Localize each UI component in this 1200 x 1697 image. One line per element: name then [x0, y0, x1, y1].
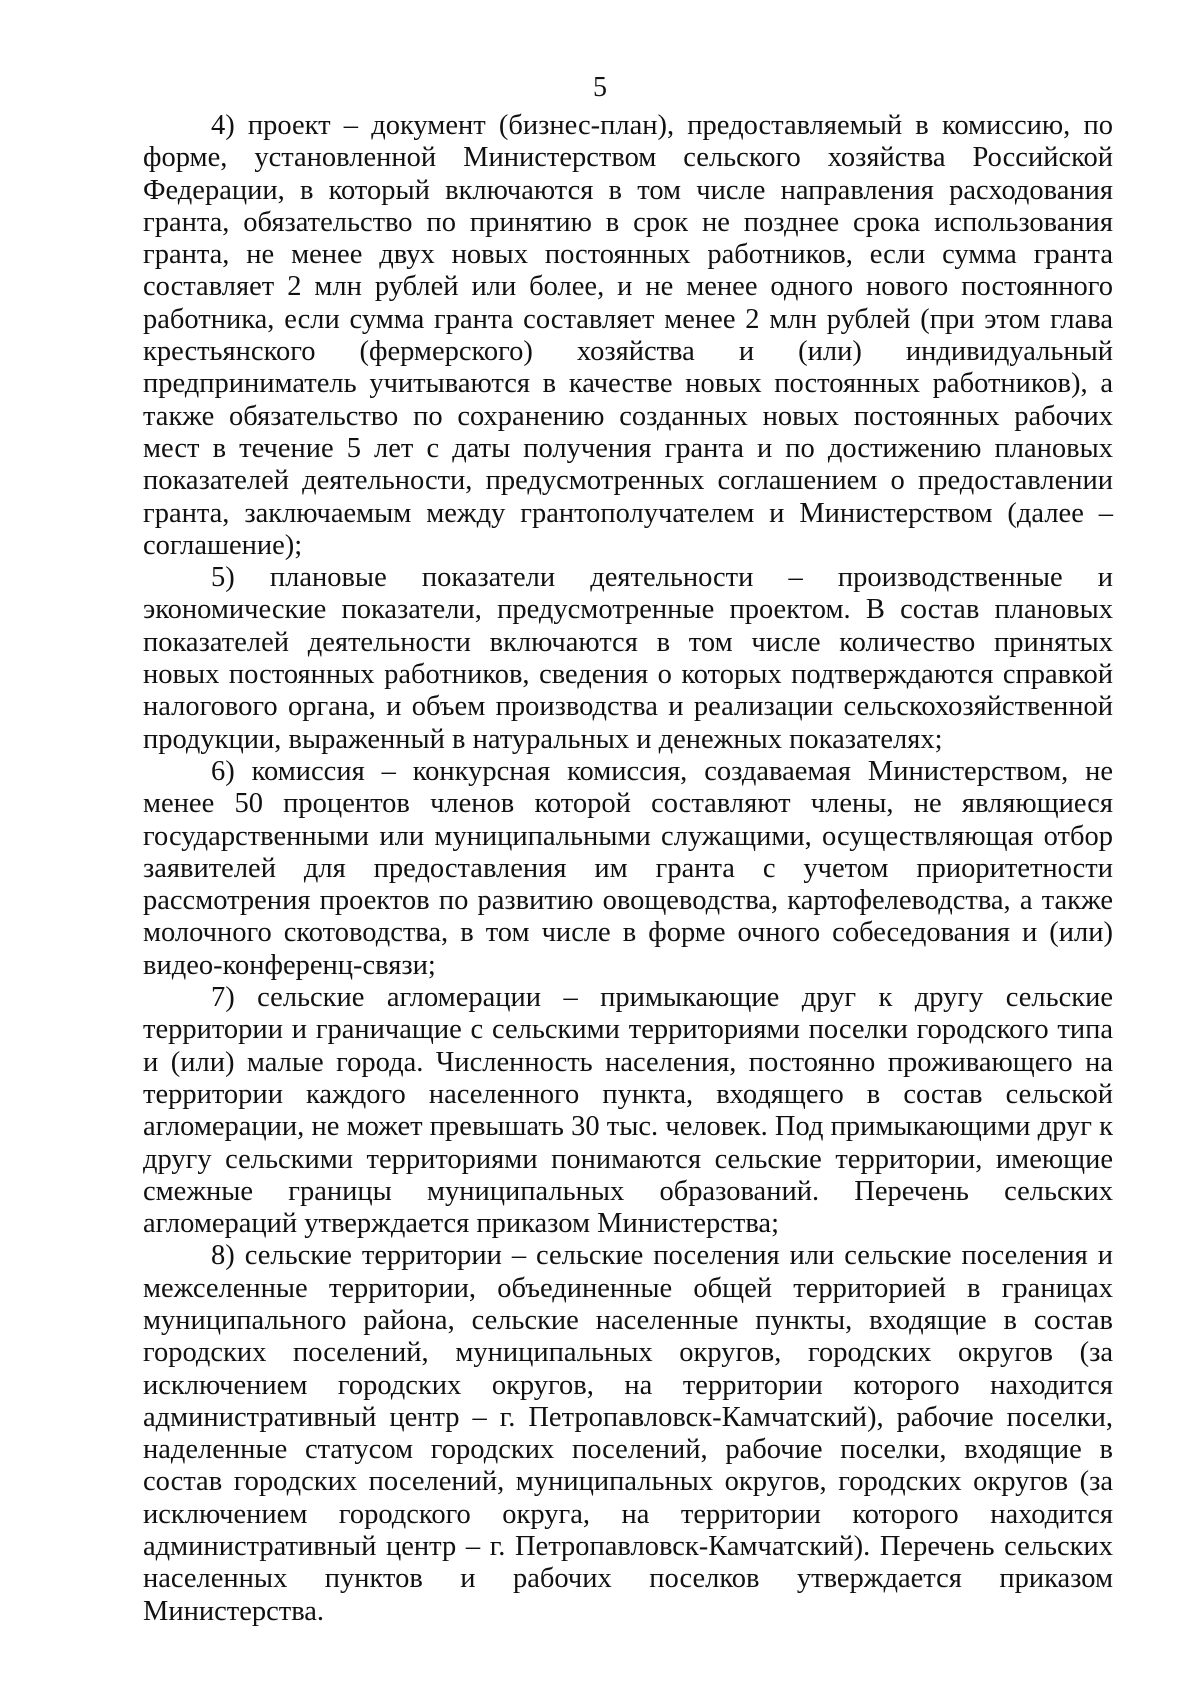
paragraph-item-6: 6) комиссия – конкурсная комиссия, создаваемая Министерством, не менее 50 процентов членов которой составляют члены, не являющиеся государственными или муниципальными служащими, осуществляющая отбор заявителей для предоставления им гранта с учетом приоритетности рассмотрения проектов по развитию овощеводства, картофелеводства, а также молочного скотоводства, в том числе в форме очного собеседования и (или) видео-конференц-связи; — [143, 755, 1113, 981]
paragraph-item-5: 5) плановые показатели деятельности – производственные и экономические показатели, предусмотренные проектом. В состав плановых показателей деятельности включаются в том числе количество принятых новых постоянных работников, сведения о которых подтверждаются справкой налогового органа, и объем производства и реализации сельскохозяйственной продукции, выраженный в натуральных и денежных показателях; — [143, 562, 1113, 755]
paragraph-item-8: 8) сельские территории – сельские поселения или сельские поселения и межселенные территории, объединенные общей территорией в границах муниципального района, сельские населенные пункты, входящие в состав городских поселений, муниципальных округов, городских округов (за исключением городских округов, на территории которого находится административный центр – г. Петропавловск-Камчатский), рабочие поселки, наделенные статусом городских поселений, рабочие поселки, входящие в состав городских поселений, муниципальных округов, городских округов (за исключением городского округа, на территории которого находится административный центр – г. Петропавловск-Камчатский). Перечень сельских населенных пунктов и рабочих поселков утверждается приказом Министерства. — [143, 1240, 1113, 1627]
page-number: 5 — [593, 72, 607, 103]
paragraph-item-7: 7) сельские агломерации – примыкающие друг к другу сельские территории и граничащие с сельскими территориями поселки городского типа и (или) малые города. Численность населения, постоянно проживающего на территории каждого населенного пункта, входящего в состав сельской агломерации, не может превышать 30 тыс. человек. Под примыкающими друг к другу сельскими территориями понимаются сельские территории, имеющие смежные границы муниципальных образований. Перечень сельских агломераций утверждается приказом Министерства; — [143, 982, 1113, 1240]
paragraph-item-4: 4) проект – документ (бизнес-план), предоставляемый в комиссию, по форме, установленной Министерством сельского хозяйства Российской Федерации, в который включаются в том числе направления расходования гранта, обязательство по принятию в срок не позднее срока использования гранта, не менее двух новых постоянных работников, если сумма гранта составляет 2 млн рублей или более, и не менее одного нового постоянного работника, если сумма гранта составляет менее 2 млн рублей (при этом глава крестьянского (фермерского) хозяйства и (или) индивидуальный предприниматель учитываются в качестве новых постоянных работников), а также обязательство по сохранению созданных новых постоянных рабочих мест в течение 5 лет с даты получения гранта и по достижению плановых показателей деятельности, предусмотренных соглашением о предоставлении гранта, заключаемым между грантополучателем и Министерством (далее – соглашение); — [143, 110, 1113, 561]
document-body — [143, 110, 1113, 1628]
